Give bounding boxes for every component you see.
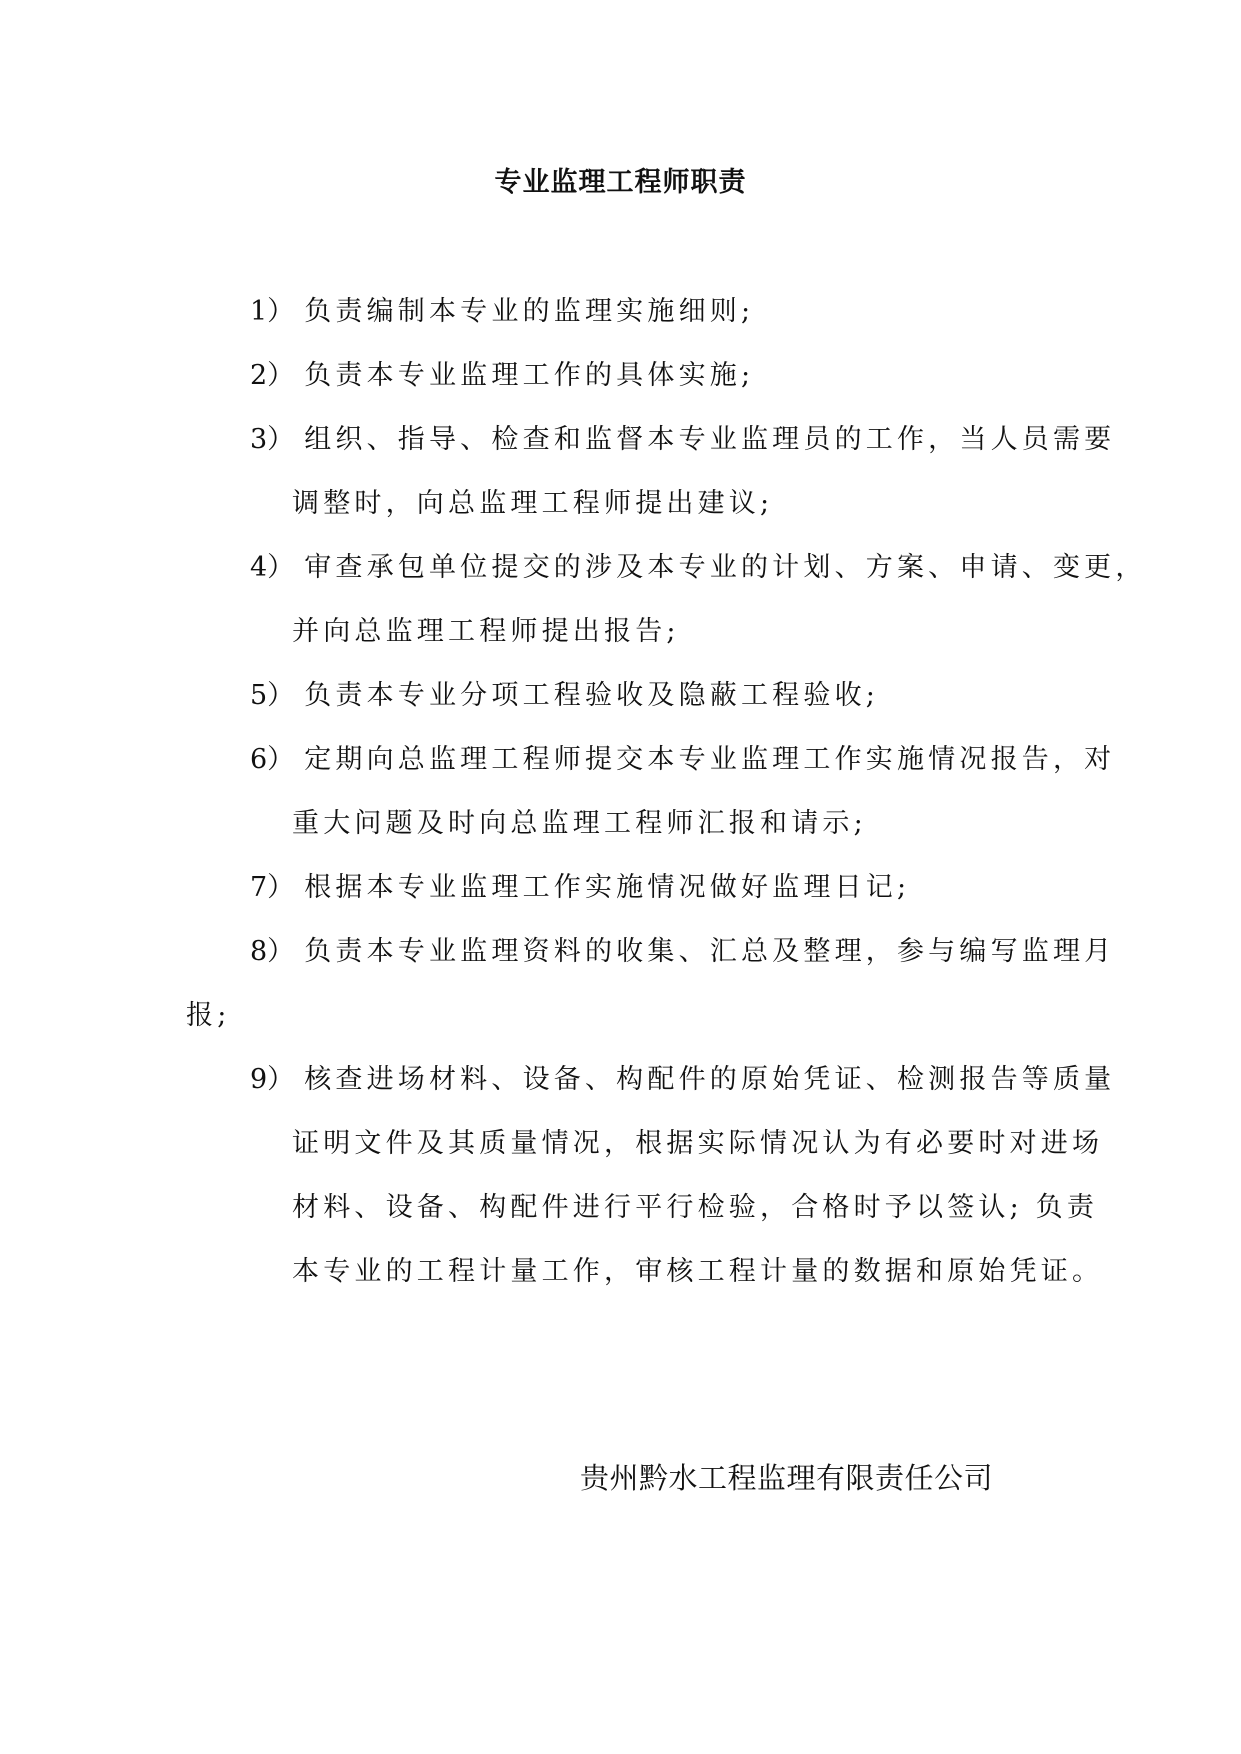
item-text: 负责本专业监理工作的具体实施; <box>304 360 755 391</box>
list-item <box>250 678 879 714</box>
item-number: 6） <box>250 744 295 775</box>
list-item-continuation: 报; <box>186 1000 231 1031</box>
item-number: 1） <box>250 296 295 327</box>
item-text: 核查进场材料、设备、构配件的原始凭证、检测报告等质量 <box>304 1064 1116 1095</box>
list-item-continuation: 本专业的工程计量工作，审核工程计量的数据和原始凭证。 <box>292 1256 1104 1287</box>
list-item <box>250 294 754 330</box>
item-text: 负责本专业监理资料的收集、汇总及整理，参与编写监理月 <box>304 936 1116 967</box>
item-text: 根据本专业监理工作实施情况做好监理日记; <box>304 872 911 903</box>
item-number: 3） <box>250 424 295 455</box>
item-text: 负责编制本专业的监理实施细则; <box>304 296 755 327</box>
page-title: 专业监理工程师职责 <box>494 167 747 198</box>
item-number: 8） <box>250 936 295 967</box>
list-item-continuation: 重大问题及时向总监理工程师汇报和请示; <box>292 808 867 839</box>
list-item <box>250 358 754 394</box>
company-signature: 贵州黔水工程监理有限责任公司 <box>580 1461 994 1495</box>
item-number: 9） <box>250 1064 295 1095</box>
item-number: 2） <box>250 360 295 391</box>
item-text: 定期向总监理工程师提交本专业监理工作实施情况报告，对 <box>304 744 1116 775</box>
list-item-continuation: 材料、设备、构配件进行平行检验，合格时予以签认; 负责 <box>292 1192 1099 1223</box>
item-text: 组织、指导、检查和监督本专业监理员的工作，当人员需要 <box>304 424 1116 455</box>
item-text: 审查承包单位提交的涉及本专业的计划、方案、申请、变更， <box>304 552 1147 583</box>
item-number: 4） <box>250 552 295 583</box>
item-number: 5） <box>250 680 295 711</box>
item-number: 7） <box>250 872 295 903</box>
list-item <box>250 742 1115 778</box>
list-item-continuation: 证明文件及其质量情况，根据实际情况认为有必要时对进场 <box>292 1128 1104 1159</box>
list-item <box>250 422 1115 458</box>
list-item <box>250 550 1147 586</box>
list-item <box>250 934 1115 970</box>
list-item <box>250 870 910 906</box>
item-text: 负责本专业分项工程验收及隐蔽工程验收; <box>304 680 880 711</box>
list-item-continuation: 调整时，向总监理工程师提出建议; <box>292 488 774 519</box>
list-item <box>250 1062 1115 1098</box>
list-item-continuation: 并向总监理工程师提出报告; <box>292 616 680 647</box>
